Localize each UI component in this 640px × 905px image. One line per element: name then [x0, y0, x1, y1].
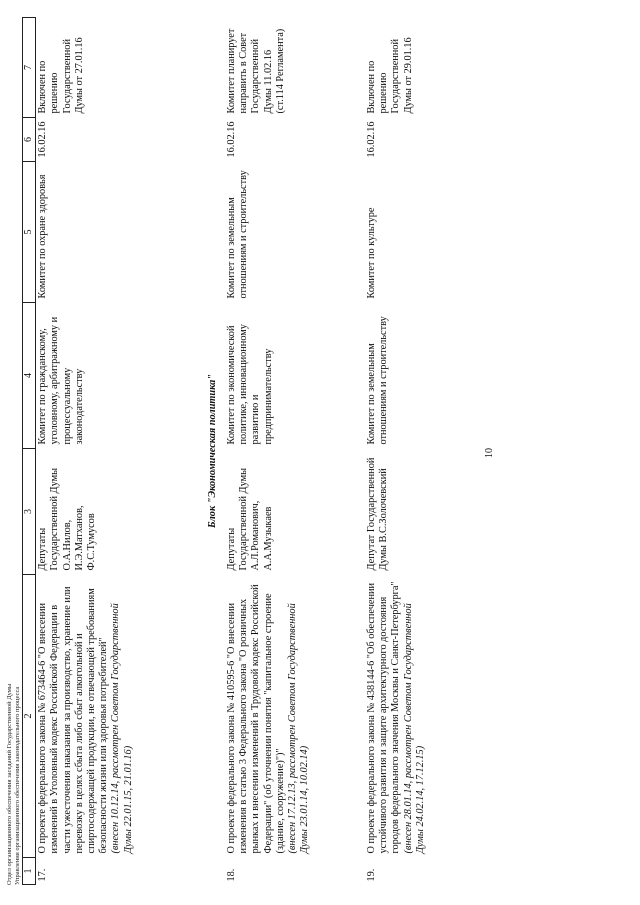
- bill-description-cell: [225, 575, 365, 858]
- column-header: 6: [23, 118, 36, 162]
- row-number: 18.: [225, 868, 237, 882]
- bill-author: Депутаты Государственной Думы А.Л.Романович, А.А.Музыкаев: [225, 467, 274, 571]
- bill-status: Включен по решению Государственной Думы от 27.01.16: [37, 37, 85, 114]
- bill-history-note: (внесен 17.12.13, рассмотрен Советом Государственной Думы 23.01.14, 10.02.14): [286, 603, 311, 854]
- bill-author: Депутат Государственной Думы В.С.Золочевский: [365, 457, 390, 571]
- footer-line: Отдел организационного обеспечения заседаний Государственной Думы: [6, 683, 13, 885]
- table-row: [225, 18, 365, 885]
- row-number: 19.: [365, 868, 377, 882]
- bill-status: Включен по решению Государственной Думы от 29.01.16: [365, 37, 414, 114]
- footer-line: Управления организационного обеспечения законодательного процесса: [14, 686, 21, 885]
- footer: [6, 684, 22, 885]
- bill-status: Комитет планирует направить в Совет Государственной Думы 11.02.16 (ст.114 Регламента): [225, 28, 286, 114]
- bill-author: Депутаты Государственной Думы О.А.Нилов, И.Э.Матханов, Ф.С.Тумусов: [37, 467, 98, 571]
- row-number: 17.: [37, 868, 49, 882]
- table-row: [365, 18, 515, 885]
- bill-description: О проекте федерального закона № 438144-6 "Об обеспечении устойчивого развития и защите архитектурного достояния городов федерального значения Москвы и Санкт-Петербурга": [365, 581, 402, 854]
- bill-history-note: (внесен 10.12.14, рассмотрен Советом Государственной Думы 22.01.15, 21.01.16): [110, 603, 134, 854]
- column-header: 2: [23, 575, 36, 858]
- bill-description: О проекте федерального закона № 673464-6 "О внесении изменений в Уголовный кодекс Российской Федерации в части ужесточения наказания за производство, хранение или перевозку в целях сбыта либо сбыт алкогольной и спиртосодержащей продукции, не отвечающей требованиям безопасности жизни или здоровья потребителей": [37, 586, 110, 854]
- responsible-committee: Комитет по гражданскому, уголовному, арбитражному и процессуальному законодательству: [37, 316, 85, 445]
- column-header: 1: [23, 858, 36, 885]
- bill-history-note: (внесен 28.01.14, рассмотрен Советом Государственной Думы 24.02.14, 17.12.15): [402, 603, 426, 854]
- co-executor-committee: Комитет по земельным отношениям и строительству: [225, 170, 250, 299]
- table-row: [36, 18, 204, 885]
- bills-table: [22, 17, 515, 885]
- review-date: 16.02.16: [37, 121, 49, 158]
- co-executor-committee: Комитет по охране здоровья: [37, 174, 49, 299]
- responsible-committee: Комитет по экономической политике, инновационному развитию и предпринимательству: [225, 324, 274, 445]
- block-heading-row: [204, 18, 225, 885]
- review-date: 16.02.16: [365, 121, 377, 158]
- page-number: 10: [484, 448, 495, 458]
- column-header: 7: [23, 18, 36, 118]
- header-row: [23, 18, 36, 885]
- column-header: 3: [23, 449, 36, 575]
- co-executor-committee: Комитет по культуре: [365, 207, 377, 299]
- bill-description: О проекте федерального закона № 410595-6 "О внесении изменения в статью 3 Федерального закона "О розничных рынках и внесении изменений в Трудовой кодекс Российской Федерации" (об уточнении понятия "капитальное строение (здание, сооружение)")": [225, 584, 286, 854]
- column-header: 4: [23, 303, 36, 449]
- responsible-committee: Комитет по земельным отношениям и строительству: [365, 316, 390, 445]
- block-title: Блок "Экономическая политика": [206, 374, 218, 529]
- bill-description-cell: [36, 575, 204, 858]
- review-date: 16.02.16: [225, 121, 237, 158]
- column-header: 5: [23, 162, 36, 303]
- bill-description-cell: [365, 575, 515, 858]
